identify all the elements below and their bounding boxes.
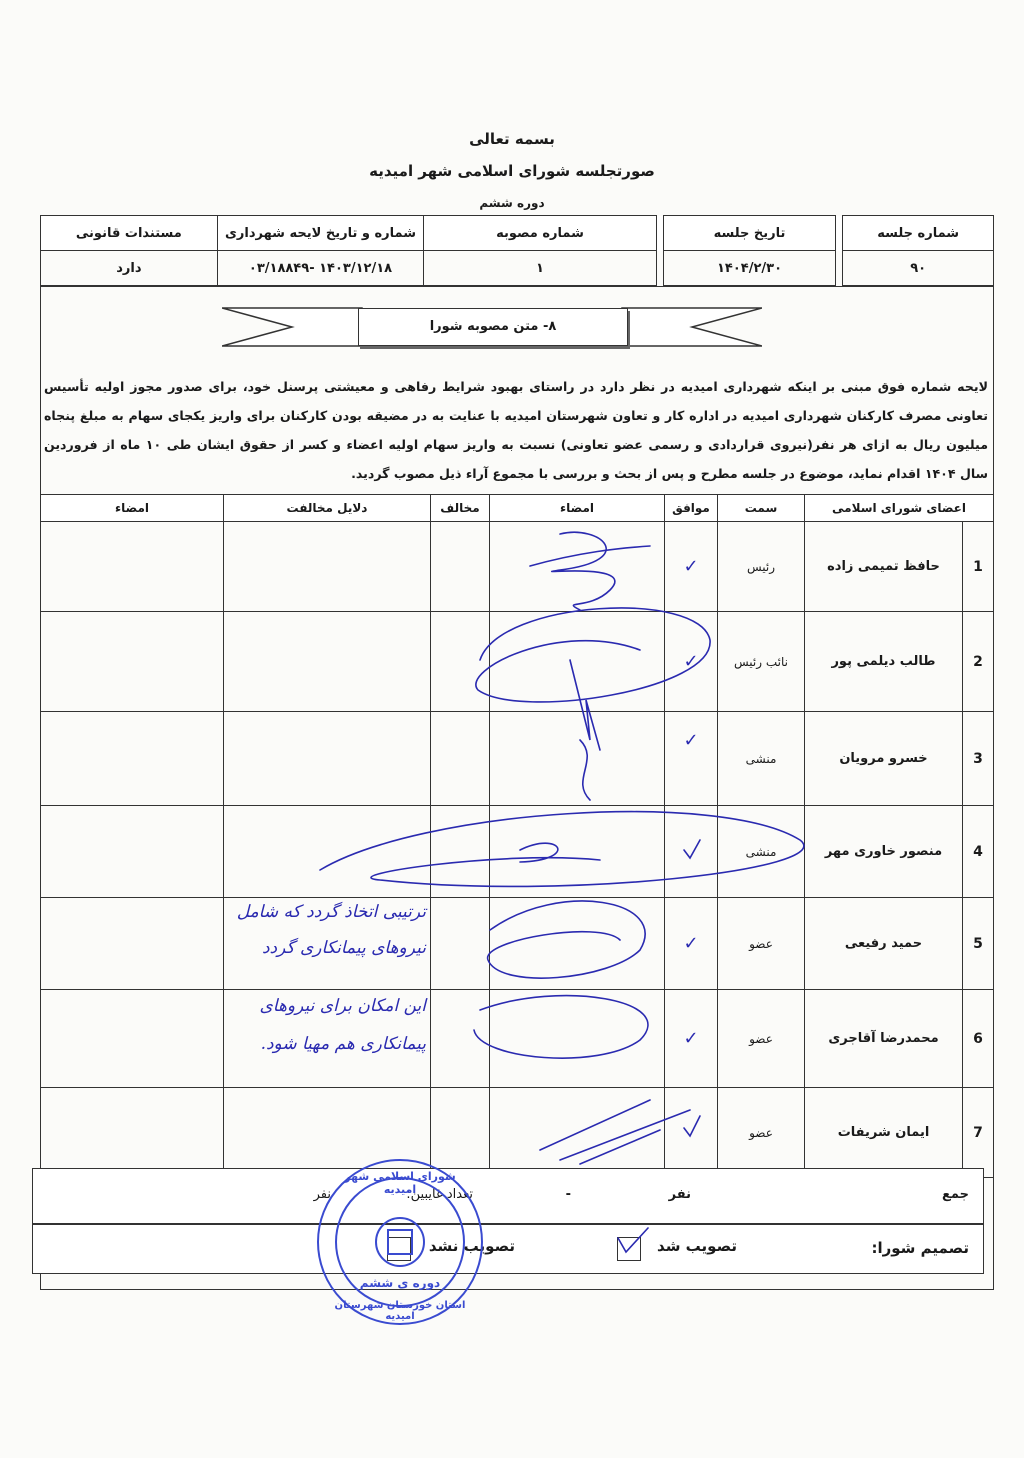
not-approved-label: تصویب نشد bbox=[428, 1237, 515, 1255]
oppose-cell bbox=[431, 712, 490, 806]
oppose-cell bbox=[431, 612, 490, 712]
table-row bbox=[41, 990, 994, 1088]
row-number: 2 bbox=[963, 612, 994, 712]
table-row bbox=[41, 712, 994, 806]
member-role: رئیس bbox=[718, 522, 805, 612]
reason-row6-line1: این امکان برای نیروهای bbox=[259, 996, 426, 1016]
totals-label: جمع bbox=[942, 1187, 969, 1202]
reasons-cell bbox=[224, 1088, 431, 1178]
agree-mark: ✓ bbox=[665, 712, 718, 806]
reason-row5-line2: نیروهای پیمانکاری گردد bbox=[261, 938, 426, 958]
row-number: 7 bbox=[963, 1088, 994, 1178]
agree-mark bbox=[665, 806, 718, 898]
th-bill-number-date: شماره و تاریخ لایحه شهرداری bbox=[217, 216, 424, 251]
bill-number-date-value: ۱۴۰۳/۱۲/۱۸ -۰۳/۱۸۸۴۹ bbox=[217, 251, 424, 286]
oppose-cell bbox=[431, 1088, 490, 1178]
signature2-cell bbox=[41, 898, 224, 990]
member-role: عضو bbox=[718, 990, 805, 1088]
reasons-cell bbox=[224, 712, 431, 806]
agree-mark: ✓ bbox=[665, 522, 718, 612]
resolution-text: لایحه شماره فوق مبنی بر اینکه شهرداری امیدیه در نظر دارد در راستای بهبود شرایط رفاهی و معیشتی پرسنل خود، برای صدور مجوز اولیه تأسیس تعاونی مصرف کارکنان شهرداری امیدیه در اداره کار و تعاون شهرستان امیدیه با عنایت به در مضیقه بودن کارکنان برای واریز یکجای سهام به مبلغ پنجاه میلیون ریال به ازای هر نفر(نیروی قراردادی و رسمی عضو تعاونی) نسبت به واریز سهام اولیه اعضاء و کسر از حقوق ایشان طی ۱۰ ماه از فروردین سال ۱۴۰۴ اقدام نماید، موضوع در جلسه مطرح و پس از بحث و بررسی با مجموع آراء ذیل مصوب گردید. bbox=[44, 379, 988, 481]
signature-cell bbox=[490, 990, 665, 1088]
stamp-term: دوره ی ششم bbox=[359, 1276, 441, 1290]
table-row bbox=[41, 1088, 994, 1178]
oppose-cell bbox=[431, 806, 490, 898]
totals-dash: - bbox=[565, 1187, 571, 1202]
th-agree: موافق bbox=[665, 495, 718, 522]
row-number: 4 bbox=[963, 806, 994, 898]
th-legal-docs: مستندات قانونی bbox=[41, 216, 218, 251]
member-name: منصور خاوری مهر bbox=[805, 806, 963, 898]
resolution-number-value: ۱ bbox=[424, 251, 656, 286]
signature2-cell bbox=[41, 522, 224, 612]
approved-checkbox[interactable] bbox=[617, 1237, 641, 1261]
table-row bbox=[41, 806, 994, 898]
agree-mark bbox=[665, 1088, 718, 1178]
not-approved-checkbox[interactable] bbox=[387, 1237, 411, 1261]
member-name: ایمان شریفات bbox=[805, 1088, 963, 1178]
stamp-text-bottom: استان خوزستان شهرستان امیدیه bbox=[334, 1300, 466, 1322]
member-role: عضو bbox=[718, 1088, 805, 1178]
agree-mark: ✓ bbox=[665, 612, 718, 712]
signature-cell bbox=[490, 522, 665, 612]
signature-cell bbox=[490, 806, 665, 898]
signature2-cell bbox=[41, 712, 224, 806]
reason-row5-line1: ترتیبی اتخاذ گردد که شامل bbox=[236, 902, 426, 922]
th-members: اعضای شورای اسلامی bbox=[805, 495, 994, 522]
member-role: عضو bbox=[718, 898, 805, 990]
votes-table bbox=[40, 494, 994, 1178]
member-name: طالب دیلمی پور bbox=[805, 612, 963, 712]
page-title: صورتجلسه شورای اسلامی شهر امیدیه bbox=[369, 162, 655, 180]
agree-mark: ✓ bbox=[665, 898, 718, 990]
member-name: محمدرضا آقاجری bbox=[805, 990, 963, 1088]
signature2-cell bbox=[41, 1088, 224, 1178]
signature2-cell bbox=[41, 612, 224, 712]
reasons-cell bbox=[224, 612, 431, 712]
th-reasons: دلایل مخالفت bbox=[224, 495, 431, 522]
oppose-cell bbox=[431, 898, 490, 990]
th-position: سمت bbox=[718, 495, 805, 522]
decision-label: تصمیم شورا: bbox=[871, 1239, 969, 1257]
reasons-cell bbox=[224, 806, 431, 898]
session-number-value: ۹۰ bbox=[843, 251, 994, 286]
table-row bbox=[41, 898, 994, 990]
oppose-cell bbox=[431, 990, 490, 1088]
member-role: منشی bbox=[718, 712, 805, 806]
member-name: خسرو مرویان bbox=[805, 712, 963, 806]
signature-cell bbox=[490, 898, 665, 990]
member-name: حافظ تمیمی زاده bbox=[805, 522, 963, 612]
reason-row6-line2: پیمانکاری هم مهیا شود. bbox=[260, 1034, 426, 1054]
header-basmala: بسمه تعالی bbox=[469, 130, 555, 148]
legal-docs-value: دارد bbox=[41, 251, 218, 286]
resolution-title: ۸- متن مصوبه شورا bbox=[358, 308, 628, 346]
th-signature2: امضاء bbox=[41, 495, 224, 522]
session-info-table bbox=[40, 215, 994, 286]
member-role: نائب رئیس bbox=[718, 612, 805, 712]
absent-unit: نفر bbox=[313, 1187, 331, 1202]
row-number: 5 bbox=[963, 898, 994, 990]
session-date-value: ۱۴۰۴/۲/۳۰ bbox=[663, 251, 836, 286]
signature-cell bbox=[490, 1088, 665, 1178]
th-session-date: تاریخ جلسه bbox=[663, 216, 836, 251]
totals-person-unit: نفر bbox=[668, 1187, 691, 1202]
row-number: 3 bbox=[963, 712, 994, 806]
signature-cell bbox=[490, 612, 665, 712]
totals-row bbox=[32, 1168, 984, 1224]
table-row bbox=[41, 612, 994, 712]
th-session-number: شماره جلسه bbox=[843, 216, 994, 251]
stamp-text-top: شورای اسلامی شهر امیدیه bbox=[344, 1170, 456, 1196]
oppose-cell bbox=[431, 522, 490, 612]
row-number: 1 bbox=[963, 522, 994, 612]
signature2-cell bbox=[41, 806, 224, 898]
row-number: 6 bbox=[963, 990, 994, 1088]
signature-cell bbox=[490, 712, 665, 806]
member-role: منشی bbox=[718, 806, 805, 898]
reasons-cell bbox=[224, 522, 431, 612]
table-row bbox=[41, 522, 994, 612]
term-label: دوره ششم bbox=[479, 196, 545, 210]
th-resolution-number: شماره مصوبه bbox=[424, 216, 656, 251]
th-oppose: مخالف bbox=[431, 495, 490, 522]
member-name: حمید رفیعی bbox=[805, 898, 963, 990]
agree-mark: ✓ bbox=[665, 990, 718, 1088]
absent-label: تعداد غایبین: bbox=[406, 1187, 473, 1202]
signature2-cell bbox=[41, 990, 224, 1088]
th-signature: امضاء bbox=[490, 495, 665, 522]
approved-label: تصویب شد bbox=[657, 1237, 737, 1255]
decision-row bbox=[32, 1224, 984, 1274]
